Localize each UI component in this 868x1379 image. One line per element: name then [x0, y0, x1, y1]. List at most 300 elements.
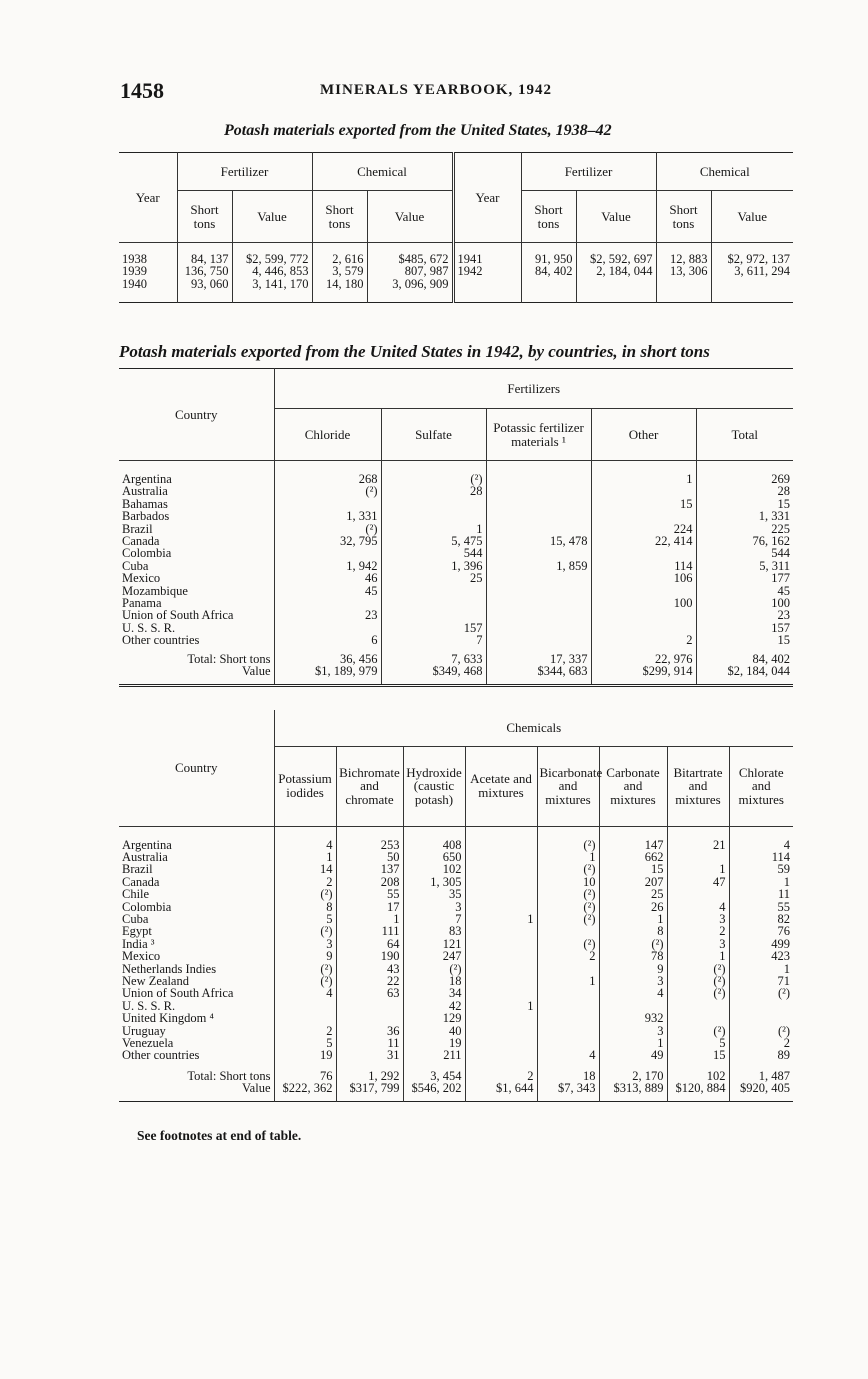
data-cell — [381, 609, 486, 621]
data-cell — [274, 622, 381, 634]
data-cell: 207 — [599, 876, 667, 888]
data-cell: (²) — [537, 901, 599, 913]
data-cell: 6 — [274, 634, 381, 646]
data-cell: 40 — [403, 1025, 465, 1037]
data-cell: 35 — [403, 888, 465, 900]
data-cell: 11 — [729, 888, 793, 900]
total-cell: 17, 337 — [486, 647, 591, 665]
country-cell: Other countries — [122, 1048, 200, 1063]
data-cell — [486, 498, 591, 510]
data-cell: 544 — [381, 547, 486, 559]
t1-short-tons-header: Short tons — [656, 191, 711, 243]
table-row — [119, 547, 793, 559]
t1-fertilizer-header-right: Fertilizer — [521, 153, 656, 191]
data-cell: 3 — [599, 1025, 667, 1037]
data-cell — [486, 634, 591, 646]
data-cell: 15 — [696, 634, 793, 646]
data-cell: (²) — [274, 963, 336, 975]
data-cell: 12, 883 — [656, 243, 711, 266]
data-cell — [591, 510, 696, 522]
year-cell: 1940 — [122, 276, 147, 291]
t1-fertilizer-header-left: Fertilizer — [177, 153, 312, 191]
data-cell: 1, 305 — [403, 876, 465, 888]
data-cell: 1 — [336, 913, 403, 925]
data-cell: 4 — [729, 826, 793, 851]
empty-cell — [576, 278, 656, 303]
data-cell: 15, 478 — [486, 535, 591, 547]
data-cell — [591, 485, 696, 497]
data-cell — [486, 485, 591, 497]
country-cell: U. S. S. R. — [122, 620, 176, 635]
data-cell: (²) — [537, 863, 599, 875]
data-cell: 15 — [599, 863, 667, 875]
total-cell: 7, 633 — [381, 647, 486, 665]
country-cell: Argentina — [122, 472, 172, 486]
data-cell — [381, 585, 486, 597]
data-cell: 84, 137 — [177, 243, 232, 266]
total-cell: $7, 343 — [537, 1082, 599, 1101]
data-cell: 49 — [599, 1049, 667, 1063]
data-cell — [486, 597, 591, 609]
data-cell: 63 — [336, 987, 403, 999]
data-cell: 137 — [336, 863, 403, 875]
table-row — [119, 925, 793, 937]
data-cell — [667, 888, 729, 900]
data-cell: (²) — [274, 975, 336, 987]
data-cell: (²) — [667, 1025, 729, 1037]
total-cell: 76 — [274, 1064, 336, 1082]
data-cell: 247 — [403, 950, 465, 962]
t2-column-header: Chloride — [274, 409, 381, 461]
data-cell: 28 — [381, 485, 486, 497]
country-cell: Uruguay — [122, 1023, 166, 1038]
total-cell: $1, 644 — [465, 1082, 537, 1101]
table2-fertilizers-by-country — [119, 368, 793, 687]
table-row — [119, 278, 793, 303]
data-cell: 9 — [599, 963, 667, 975]
data-cell: 9 — [274, 950, 336, 962]
t1-short-tons-header: Short tons — [312, 191, 367, 243]
data-cell: 3 — [403, 901, 465, 913]
data-cell: 19 — [274, 1049, 336, 1063]
data-cell: 1, 331 — [696, 510, 793, 522]
data-cell — [591, 622, 696, 634]
data-cell: (²) — [274, 485, 381, 497]
data-cell: 650 — [403, 851, 465, 863]
data-cell: 3, 141, 170 — [232, 278, 312, 303]
country-cell: New Zealand — [122, 973, 189, 988]
data-cell — [667, 1000, 729, 1012]
data-cell: 23 — [696, 609, 793, 621]
data-cell: $2, 592, 697 — [576, 243, 656, 266]
data-cell: 129 — [403, 1012, 465, 1024]
data-cell: 100 — [696, 597, 793, 609]
data-cell: 499 — [729, 938, 793, 950]
table-row — [119, 888, 793, 900]
total-label: Total: Short tons — [187, 651, 271, 666]
t1-value-header: Value — [711, 191, 793, 243]
country-cell: United Kingdom ⁴ — [122, 1011, 214, 1026]
data-cell: 1 — [591, 461, 696, 486]
table1-exports-by-year — [119, 152, 793, 303]
empty-cell — [711, 278, 793, 303]
data-cell: (²) — [667, 963, 729, 975]
country-cell: Venezuela — [122, 1036, 174, 1050]
data-cell: 91, 950 — [521, 243, 576, 266]
data-cell: 1, 331 — [274, 510, 381, 522]
data-cell: 83 — [403, 925, 465, 937]
total-cell: 1, 292 — [336, 1064, 403, 1082]
data-cell: (²) — [381, 461, 486, 486]
table-row — [119, 498, 793, 510]
country-cell: Panama — [122, 596, 162, 611]
data-cell: 45 — [696, 585, 793, 597]
table-row — [119, 863, 793, 875]
country-cell: Mexico — [122, 949, 161, 964]
data-cell: 114 — [729, 851, 793, 863]
data-cell: 147 — [599, 826, 667, 851]
t3-column-header: Carbonate and mixtures — [599, 746, 667, 826]
year-cell: 1941 — [453, 243, 521, 266]
data-cell: 50 — [336, 851, 403, 863]
country-cell: Brazil — [122, 521, 153, 536]
data-cell: 269 — [696, 461, 793, 486]
t2-column-header: Other — [591, 409, 696, 461]
year-cell: 1939 — [122, 264, 147, 279]
data-cell: 7 — [381, 634, 486, 646]
data-cell: (²) — [537, 938, 599, 950]
data-cell: (²) — [537, 888, 599, 900]
data-cell: 190 — [336, 950, 403, 962]
empty-cell — [521, 278, 576, 303]
data-cell — [486, 461, 591, 486]
data-cell — [486, 510, 591, 522]
t1-year-header-left: Year — [119, 153, 177, 243]
total-cell: 102 — [667, 1064, 729, 1082]
data-cell: 3, 096, 909 — [367, 278, 453, 303]
t1-short-tons-header: Short tons — [521, 191, 576, 243]
country-cell: Colombia — [122, 546, 172, 561]
table1-caption: Potash materials exported from the United States, 1938–42 — [224, 122, 612, 139]
data-cell: 3 — [274, 938, 336, 950]
table-row — [119, 572, 793, 584]
data-cell: 3 — [667, 913, 729, 925]
total-row — [119, 665, 793, 685]
data-cell — [486, 622, 591, 634]
data-cell — [465, 975, 537, 987]
country-cell: Cuba — [122, 558, 149, 573]
total-row — [119, 647, 793, 665]
table3-chemicals-by-country — [119, 710, 793, 1102]
data-cell: 14 — [274, 863, 336, 875]
total-cell: $546, 202 — [403, 1082, 465, 1101]
data-cell: 157 — [381, 622, 486, 634]
table-row — [119, 1012, 793, 1024]
data-cell: 121 — [403, 938, 465, 950]
data-cell — [465, 901, 537, 913]
data-cell: (²) — [274, 925, 336, 937]
data-cell: 10 — [537, 876, 599, 888]
data-cell: 15 — [696, 498, 793, 510]
data-cell: 84, 402 — [521, 265, 576, 277]
data-cell: (²) — [729, 987, 793, 999]
data-cell — [465, 851, 537, 863]
t2-column-header: Sulfate — [381, 409, 486, 461]
data-cell — [537, 1000, 599, 1012]
year-cell: 1942 — [453, 265, 521, 277]
t3-column-header: Hydroxide (caustic potash) — [403, 746, 465, 826]
country-cell: Cuba — [122, 911, 149, 926]
data-cell: 5 — [667, 1037, 729, 1049]
data-cell — [591, 547, 696, 559]
data-cell: 15 — [591, 498, 696, 510]
data-cell: 21 — [667, 826, 729, 851]
data-cell — [591, 609, 696, 621]
t3-column-header: Chlorate and mixtures — [729, 746, 793, 826]
data-cell — [465, 826, 537, 851]
data-cell: 4, 446, 853 — [232, 265, 312, 277]
data-cell: 1 — [465, 913, 537, 925]
t3-country-header: Country — [119, 710, 274, 826]
data-cell: 55 — [336, 888, 403, 900]
data-cell: 1 — [667, 950, 729, 962]
table-row — [119, 461, 793, 486]
data-cell — [465, 1049, 537, 1063]
data-cell: 1 — [599, 913, 667, 925]
running-title: MINERALS YEARBOOK, 1942 — [320, 82, 553, 98]
data-cell: 28 — [696, 485, 793, 497]
data-cell: 4 — [274, 826, 336, 851]
data-cell — [336, 1000, 403, 1012]
data-cell — [381, 510, 486, 522]
page-number: 1458 — [120, 78, 164, 103]
t3-column-header: Bichromate and chromate — [336, 746, 403, 826]
data-cell: 1 — [381, 523, 486, 535]
empty-cell — [656, 278, 711, 303]
data-cell: 4 — [667, 901, 729, 913]
data-cell: 3 — [599, 975, 667, 987]
data-cell: 2, 616 — [312, 243, 367, 266]
data-cell: 19 — [403, 1037, 465, 1049]
data-cell: 114 — [591, 560, 696, 572]
data-cell: 8 — [274, 901, 336, 913]
country-cell: Netherlands Indies — [122, 961, 217, 976]
total-cell: 22, 976 — [591, 647, 696, 665]
t1-chemical-header-right: Chemical — [656, 153, 793, 191]
data-cell: 36 — [336, 1025, 403, 1037]
data-cell: 211 — [403, 1049, 465, 1063]
total-cell: $313, 889 — [599, 1082, 667, 1101]
data-cell: 2 — [274, 1025, 336, 1037]
data-cell — [274, 547, 381, 559]
data-cell: 11 — [336, 1037, 403, 1049]
data-cell: 408 — [403, 826, 465, 851]
data-cell: (²) — [667, 987, 729, 999]
data-cell: 268 — [274, 461, 381, 486]
total-row — [119, 1064, 793, 1082]
data-cell: 32, 795 — [274, 535, 381, 547]
data-cell: 23 — [274, 609, 381, 621]
t2-column-header: Potassic fertilizer materials ¹ — [486, 409, 591, 461]
data-cell: 31 — [336, 1049, 403, 1063]
data-cell: 177 — [696, 572, 793, 584]
data-cell: 1, 859 — [486, 560, 591, 572]
data-cell: 43 — [336, 963, 403, 975]
total-cell: $222, 362 — [274, 1082, 336, 1101]
data-cell: 7 — [403, 913, 465, 925]
data-cell — [465, 925, 537, 937]
data-cell: 45 — [274, 585, 381, 597]
table-row — [119, 826, 793, 851]
country-cell: India ³ — [122, 936, 155, 951]
country-cell: Barbados — [122, 509, 170, 524]
table-row — [119, 987, 793, 999]
table2-caption: Potash materials exported from the United States in 1942, by countries, in short tons — [119, 342, 710, 361]
t2-country-header: Country — [119, 369, 274, 461]
country-cell: U. S. S. R. — [122, 998, 176, 1013]
country-cell: Canada — [122, 534, 160, 549]
country-cell: Union of South Africa — [122, 608, 234, 623]
data-cell: 76, 162 — [696, 535, 793, 547]
data-cell: (²) — [537, 826, 599, 851]
data-cell — [486, 572, 591, 584]
data-cell: 157 — [696, 622, 793, 634]
data-cell: 1 — [599, 1037, 667, 1049]
data-cell: 25 — [599, 888, 667, 900]
data-cell: 93, 060 — [177, 278, 232, 303]
data-cell: 25 — [381, 572, 486, 584]
country-cell: Mozambique — [122, 583, 188, 598]
data-cell: 26 — [599, 901, 667, 913]
t1-chemical-header-left: Chemical — [312, 153, 453, 191]
country-cell: Union of South Africa — [122, 986, 234, 1001]
t3-chemicals-header: Chemicals — [274, 710, 793, 746]
data-cell — [465, 1025, 537, 1037]
data-cell: 2 — [537, 950, 599, 962]
data-cell — [486, 547, 591, 559]
data-cell: 5, 475 — [381, 535, 486, 547]
country-cell: Other countries — [122, 633, 200, 648]
data-cell: 1, 396 — [381, 560, 486, 572]
data-cell — [537, 987, 599, 999]
data-cell — [537, 925, 599, 937]
empty-cell — [453, 278, 521, 303]
data-cell — [465, 950, 537, 962]
data-cell — [274, 1012, 336, 1024]
total-cell: $120, 884 — [667, 1082, 729, 1101]
data-cell: 1 — [729, 876, 793, 888]
data-cell: 5 — [274, 913, 336, 925]
data-cell: 89 — [729, 1049, 793, 1063]
data-cell: 225 — [696, 523, 793, 535]
data-cell: 4 — [599, 987, 667, 999]
data-cell: 82 — [729, 913, 793, 925]
data-cell: 1, 942 — [274, 560, 381, 572]
table-row — [119, 265, 793, 277]
year-cell: 1938 — [122, 252, 147, 266]
total-cell: $2, 184, 044 — [696, 665, 793, 685]
table-row — [119, 535, 793, 547]
data-cell: 544 — [696, 547, 793, 559]
data-cell: 2 — [729, 1037, 793, 1049]
data-cell: 2 — [591, 634, 696, 646]
data-cell: 4 — [274, 987, 336, 999]
data-cell — [729, 1000, 793, 1012]
table-row — [119, 609, 793, 621]
data-cell: 15 — [667, 1049, 729, 1063]
data-cell: 8 — [599, 925, 667, 937]
data-cell: 5, 311 — [696, 560, 793, 572]
data-cell — [465, 938, 537, 950]
data-cell: 111 — [336, 925, 403, 937]
t1-value-header: Value — [367, 191, 453, 243]
total-cell: 36, 456 — [274, 647, 381, 665]
data-cell: 253 — [336, 826, 403, 851]
total-cell: $920, 405 — [729, 1082, 793, 1101]
data-cell: 932 — [599, 1012, 667, 1024]
data-cell: 1 — [274, 851, 336, 863]
data-cell — [667, 1012, 729, 1024]
data-cell — [381, 597, 486, 609]
data-cell — [486, 585, 591, 597]
data-cell: 807, 987 — [367, 265, 453, 277]
data-cell — [537, 1012, 599, 1024]
data-cell: (²) — [403, 963, 465, 975]
data-cell: (²) — [274, 523, 381, 535]
data-cell — [537, 1025, 599, 1037]
t3-column-header: Potassium iodides — [274, 746, 336, 826]
data-cell: $2, 599, 772 — [232, 243, 312, 266]
t1-value-header: Value — [232, 191, 312, 243]
table-row — [119, 510, 793, 522]
table-row — [119, 243, 793, 266]
data-cell: 13, 306 — [656, 265, 711, 277]
data-cell: 106 — [591, 572, 696, 584]
data-cell: 1 — [537, 851, 599, 863]
total-label: Value — [242, 1081, 271, 1096]
data-cell: 2 — [274, 876, 336, 888]
data-cell: 2 — [667, 925, 729, 937]
data-cell: 4 — [537, 1049, 599, 1063]
data-cell — [729, 1012, 793, 1024]
data-cell — [465, 876, 537, 888]
data-cell: 71 — [729, 975, 793, 987]
total-cell: $317, 799 — [336, 1082, 403, 1101]
data-cell: 5 — [274, 1037, 336, 1049]
data-cell: 78 — [599, 950, 667, 962]
data-cell: (²) — [667, 975, 729, 987]
data-cell — [465, 1012, 537, 1024]
total-cell: $349, 468 — [381, 665, 486, 685]
data-cell: 3, 611, 294 — [711, 265, 793, 277]
data-cell: 224 — [591, 523, 696, 535]
data-cell — [465, 963, 537, 975]
data-cell: 423 — [729, 950, 793, 962]
t1-short-tons-header: Short tons — [177, 191, 232, 243]
data-cell: 3, 579 — [312, 265, 367, 277]
footnote-note: See footnotes at end of table. — [137, 1128, 302, 1143]
total-cell: $344, 683 — [486, 665, 591, 685]
data-cell: 208 — [336, 876, 403, 888]
data-cell — [274, 1000, 336, 1012]
country-cell: Egypt — [122, 924, 152, 939]
total-cell: 1, 487 — [729, 1064, 793, 1082]
table-row — [119, 950, 793, 962]
country-cell: Brazil — [122, 862, 153, 877]
data-cell: 136, 750 — [177, 265, 232, 277]
data-cell: 14, 180 — [312, 278, 367, 303]
data-cell: (²) — [537, 913, 599, 925]
